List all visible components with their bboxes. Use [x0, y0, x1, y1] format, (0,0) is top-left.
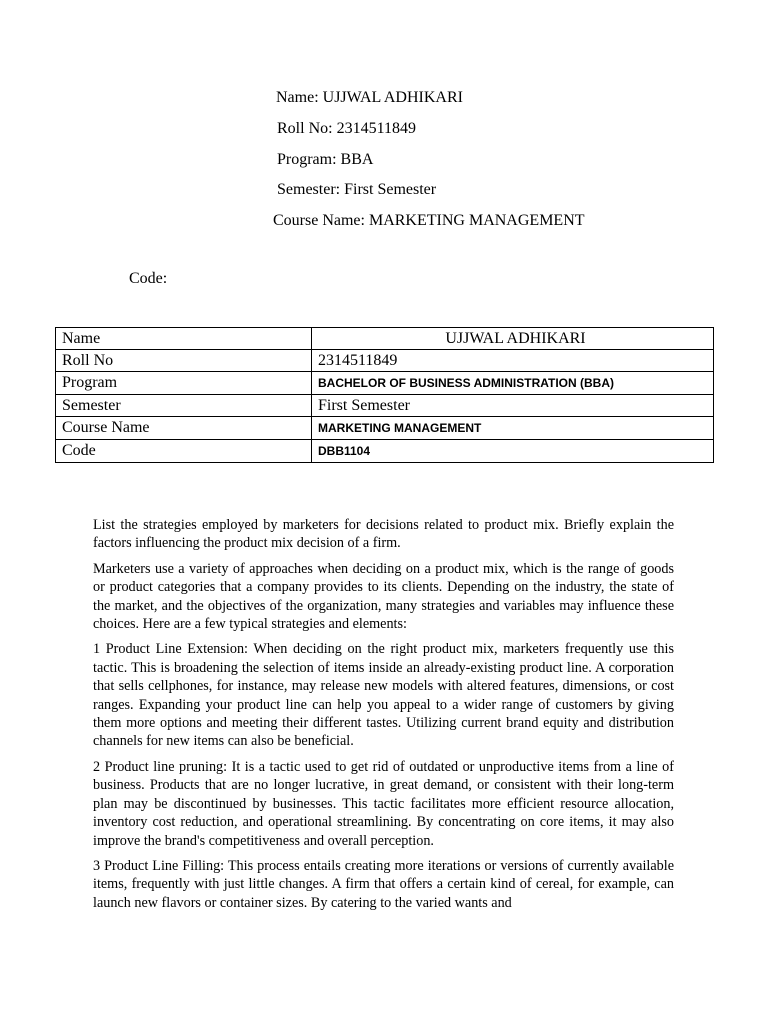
row-label: Code: [56, 440, 312, 463]
row-value: MARKETING MANAGEMENT: [312, 417, 714, 440]
row-value: BACHELOR OF BUSINESS ADMINISTRATION (BBA): [312, 372, 714, 395]
row-label: Roll No: [56, 350, 312, 372]
table-row: [56, 372, 714, 395]
header-roll: Roll No: 2314511849: [277, 120, 416, 137]
row-label: Name: [56, 328, 312, 350]
header-code: Code:: [129, 270, 168, 287]
row-label: Course Name: [56, 417, 312, 440]
table-row: [56, 395, 714, 417]
question-paragraph: List the strategies employed by marketers for decisions related to product mix. Briefly explain the factors influencing the product mix decision of a firm.: [93, 517, 674, 552]
header-name: Name: UJJWAL ADHIKARI: [276, 89, 463, 106]
intro-paragraph: Marketers use a variety of approaches when deciding on a product mix, which is the range of goods or product categories that a company provides to its clients. Depending on the industry, the state of the market, and the objectives of the organization, many strategies and variables may influence these choices. Here are a few typical strategies and elements:: [93, 560, 674, 633]
table-row: [56, 417, 714, 440]
row-value: DBB1104: [312, 440, 714, 463]
body-text: [93, 516, 674, 919]
table-row: [56, 328, 714, 350]
strategy-paragraph-2: 2 Product line pruning: It is a tactic used to get rid of outdated or unproductive items from a line of business. Products that are no longer lucrative, in great demand, or consistent with their long-term plan may be discontinued by businesses. This tactic facilitates more efficient resource allocation, inventory cost reduction, and operational streamlining. By concentrating on core items, it may also improve the brand's competitiveness and overall perception.: [93, 758, 674, 849]
row-label: Program: [56, 372, 312, 395]
header-semester: Semester: First Semester: [277, 181, 437, 198]
table-row: [56, 440, 714, 463]
table-row: [56, 350, 714, 372]
strategy-paragraph-1: 1 Product Line Extension: When deciding on the right product mix, marketers frequently use this tactic. This is broadening the selection of items inside an already-existing product line. A corporation that sells cellphones, for instance, may release new models with altered features, dimensions, or cost ranges. Expanding your product line can help you appeal to a wider range of customers by giving them more options and meeting their different tastes. Utilizing current brand equity and distribution channels for new items can also be beneficial.: [93, 641, 674, 750]
info-table: [55, 327, 714, 463]
strategy-paragraph-3: 3 Product Line Filling: This process entails creating more iterations or versions of currently available items, frequently with just little changes. A firm that offers a certain kind of cereal, for example, can launch new flavors or container sizes. By catering to the varied wants and: [93, 857, 674, 911]
header-program: Program: BBA: [277, 151, 374, 168]
row-value: UJJWAL ADHIKARI: [312, 328, 714, 350]
row-value: First Semester: [312, 395, 714, 417]
header-course: Course Name: MARKETING MANAGEMENT: [273, 212, 585, 229]
row-label: Semester: [56, 395, 312, 417]
row-value: 2314511849: [312, 350, 714, 372]
